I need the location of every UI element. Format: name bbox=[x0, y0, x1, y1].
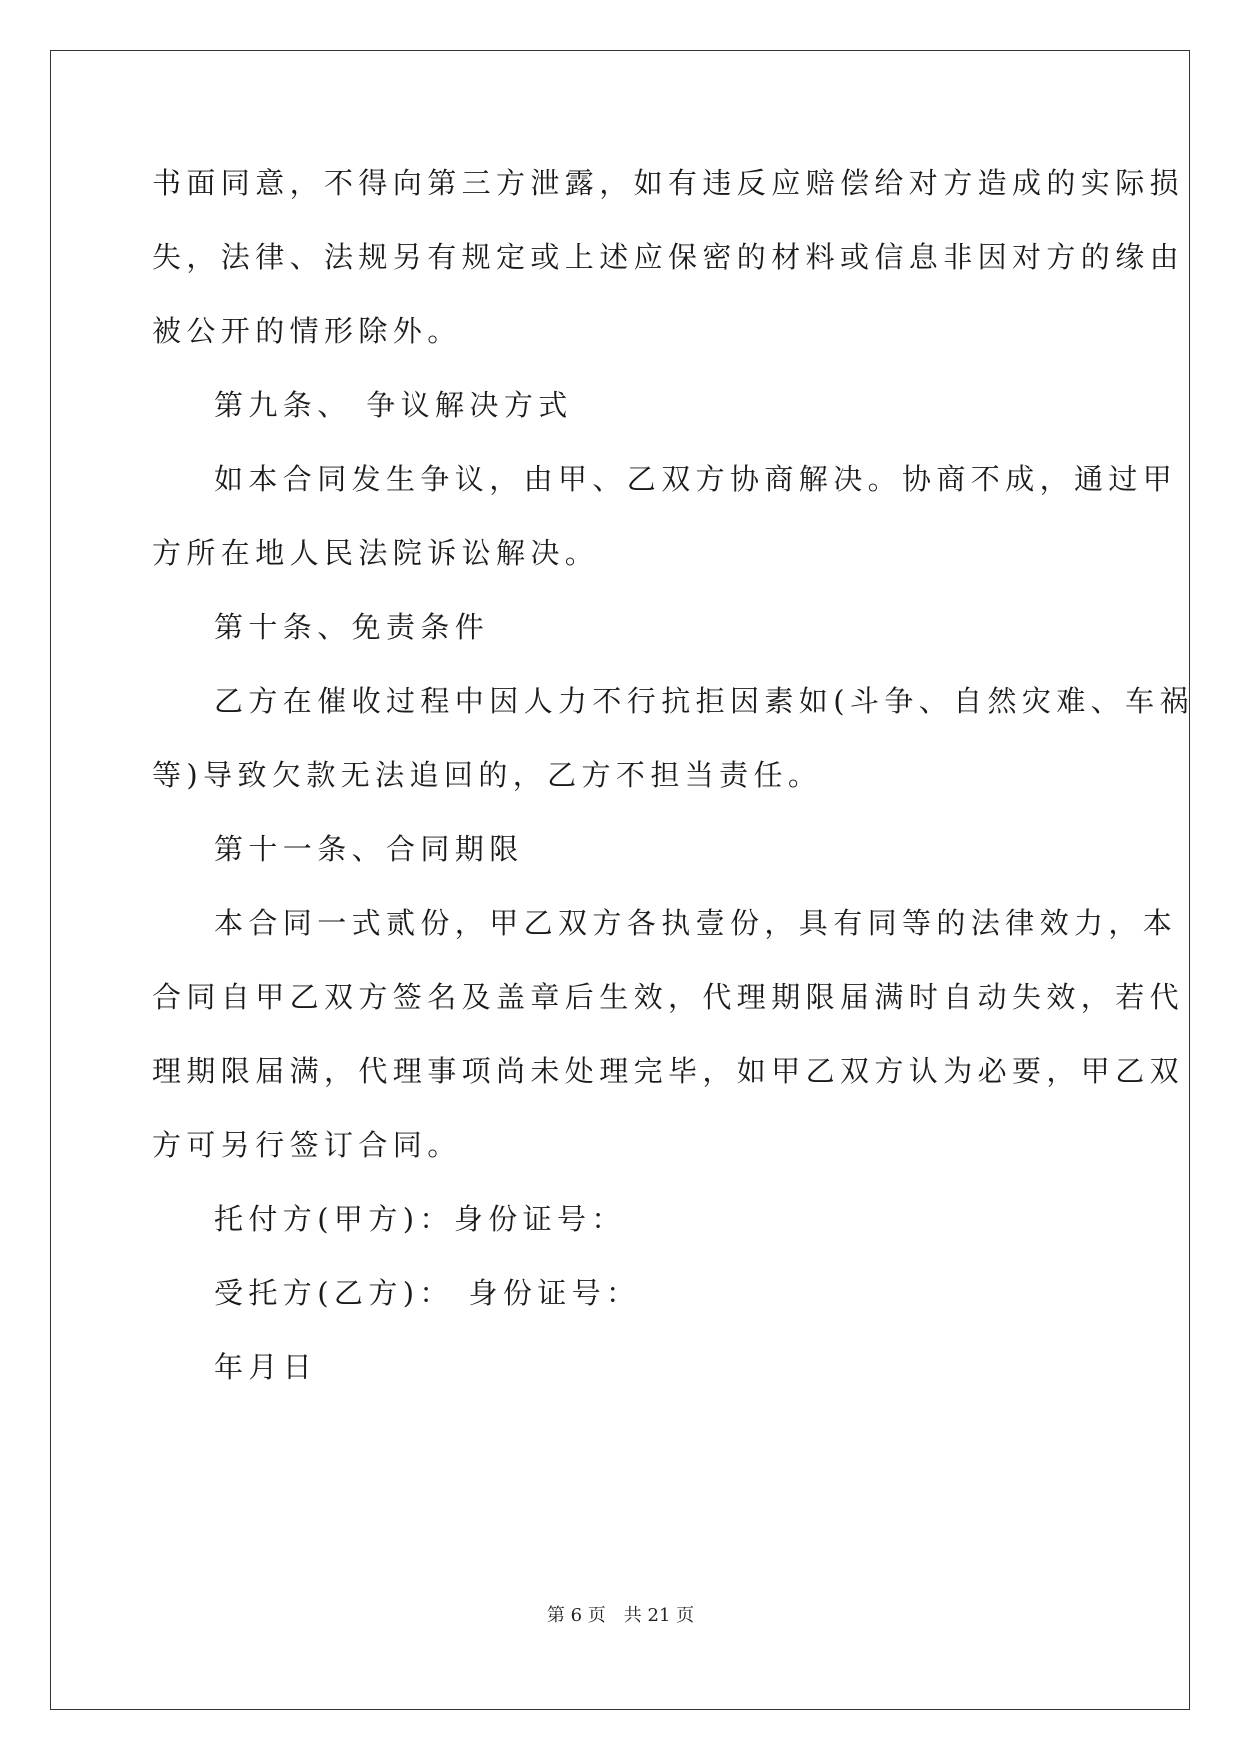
text-line: 方所在地人民法院诉讼解决。 bbox=[152, 536, 600, 570]
text-line: 合同自甲乙双方签名及盖章后生效，代理期限届满时自动失效，若代 bbox=[152, 980, 1185, 1014]
signature-line-party-b: 受托方(乙方)： 身份证号： bbox=[214, 1276, 641, 1310]
text-line: 书面同意，不得向第三方泄露，如有违反应赔偿给对方造成的实际损 bbox=[152, 166, 1185, 200]
page-footer bbox=[0, 1604, 1241, 1628]
text-line: 本合同一式贰份，甲乙双方各执壹份，具有同等的法律效力，本 bbox=[214, 906, 1178, 940]
text-line: 乙方在催收过程中因人力不行抗拒因素如(斗争、自然灾难、车祸 bbox=[214, 684, 1194, 718]
page-border bbox=[50, 50, 1190, 1710]
signature-line-party-a: 托付方(甲方)：身份证号： bbox=[214, 1202, 626, 1236]
section-heading: 第十一条、合同期限 bbox=[214, 832, 524, 866]
current-page-number: 第 6 页 bbox=[546, 1605, 606, 1626]
text-line: 方可另行签订合同。 bbox=[152, 1128, 462, 1162]
total-page-count: 共 21 页 bbox=[623, 1605, 695, 1626]
text-line: 被公开的情形除外。 bbox=[152, 314, 462, 348]
text-line: 理期限届满，代理事项尚未处理完毕，如甲乙双方认为必要，甲乙双 bbox=[152, 1054, 1185, 1088]
text-line: 等)导致欠款无法追回的，乙方不担当责任。 bbox=[152, 758, 823, 792]
text-line: 失，法律、法规另有规定或上述应保密的材料或信息非因对方的缘由 bbox=[152, 240, 1185, 274]
date-line: 年月日 bbox=[214, 1350, 318, 1384]
section-heading: 第九条、 争议解决方式 bbox=[214, 388, 573, 422]
text-line: 如本合同发生争议，由甲、乙双方协商解决。协商不成，通过甲 bbox=[214, 462, 1178, 496]
section-heading: 第十条、免责条件 bbox=[214, 610, 490, 644]
